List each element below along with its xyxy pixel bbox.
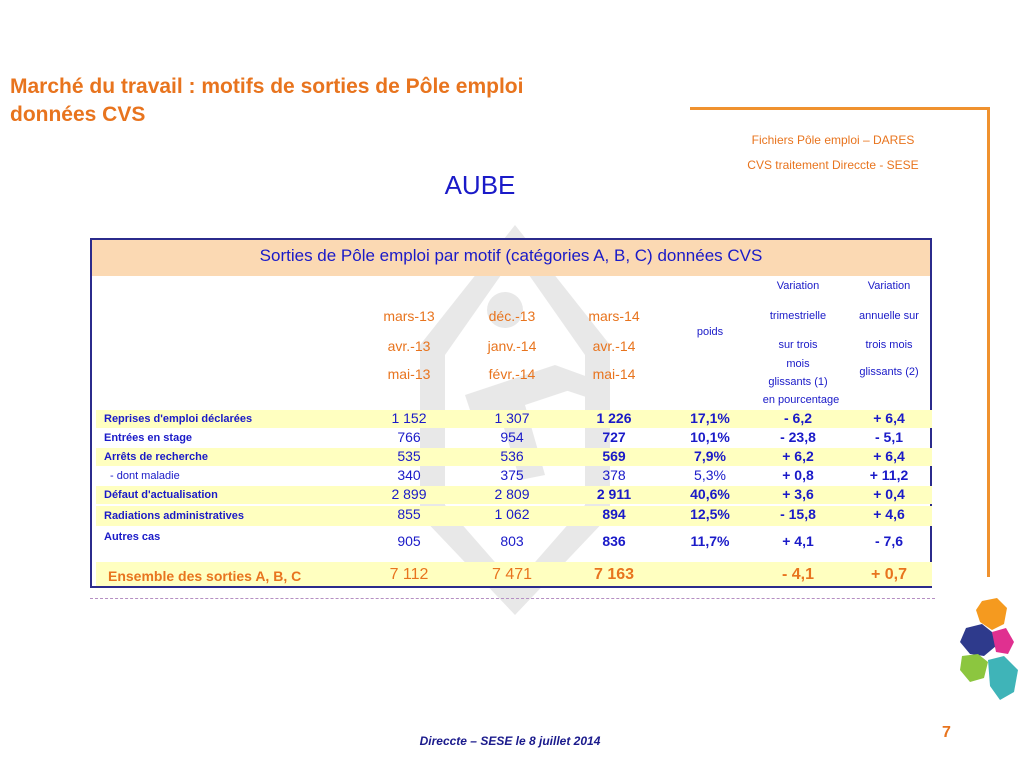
- cell-r3-va: + 11,2: [869, 467, 909, 483]
- orange-rule-horizontal: [690, 107, 990, 110]
- cell-r5-c1: 855: [397, 506, 421, 522]
- cell-r1-poids: 10,1%: [690, 429, 730, 445]
- col-dec13-l3: févr.-14: [488, 366, 536, 382]
- cell-r0-c1: 1 152: [391, 410, 427, 426]
- cell-r4-c1: 2 899: [391, 486, 427, 502]
- cell-r6-c1: 905: [397, 533, 421, 549]
- page-title: [10, 73, 523, 129]
- cell-r5-va: + 4,6: [873, 506, 905, 522]
- cell-r6-c3: 836: [602, 533, 626, 549]
- var-ann-l3: trois mois: [865, 339, 913, 351]
- cell-r6-c2: 803: [500, 533, 524, 549]
- col-mar14-l3: mai-14: [592, 366, 636, 382]
- col-mar13-l3: mai-13: [387, 366, 431, 382]
- var-tri-l3: sur trois: [778, 339, 818, 351]
- cell-r0-c2: 1 307: [494, 410, 530, 426]
- cell-r5-vt: - 15,8: [780, 506, 816, 522]
- cell-r4-poids: 40,6%: [690, 486, 730, 502]
- row-label-autres: Autres cas: [104, 531, 161, 543]
- total-c2: 7 471: [491, 566, 533, 583]
- cell-r4-vt: + 3,6: [782, 486, 814, 502]
- cell-r0-c3: 1 226: [596, 410, 632, 426]
- total-c3: 7 163: [593, 566, 635, 583]
- cell-r3-c1: 340: [397, 467, 421, 483]
- cell-r1-vt: - 23,8: [780, 429, 816, 445]
- col-poids: poids: [696, 326, 724, 338]
- cell-r3-vt: + 0,8: [782, 467, 814, 483]
- col-mar14-l2: avr.-14: [592, 338, 636, 354]
- cell-r5-c2: 1 062: [494, 506, 530, 522]
- var-tri-l2: trimestrielle: [769, 310, 827, 322]
- var-tri-l1: Variation: [776, 280, 820, 292]
- cell-r4-va: + 0,4: [873, 486, 905, 502]
- var-tri-l5: glissants (1): [768, 376, 828, 388]
- cell-r0-vt: - 6,2: [783, 410, 812, 426]
- col-mar13-l1: mars-13: [383, 308, 435, 324]
- source-line1: Fichiers Pôle emploi – DARES: [751, 133, 915, 147]
- row-label-maladie: - dont maladie: [110, 470, 180, 482]
- cell-r2-c2: 536: [500, 448, 524, 464]
- cell-r1-c3: 727: [602, 429, 626, 445]
- col-mar14-l1: mars-14: [588, 308, 640, 324]
- row-label-stage: Entrées en stage: [104, 432, 193, 444]
- col-mar13-l2: avr.-13: [387, 338, 431, 354]
- region-map-icon: [952, 596, 1022, 706]
- cell-r2-c3: 569: [602, 448, 626, 464]
- source-line2: CVS traitement Direccte - SESE: [747, 158, 919, 172]
- en-pourcentage: en pourcentage: [762, 394, 840, 406]
- cell-r2-va: + 6,4: [873, 448, 905, 464]
- cell-r6-va: - 7,6: [874, 533, 903, 549]
- row-label-arrets: Arrêts de recherche: [104, 451, 208, 463]
- cell-r5-poids: 12,5%: [690, 506, 730, 522]
- cell-r2-c1: 535: [397, 448, 421, 464]
- cell-r6-poids: 11,7%: [690, 533, 730, 549]
- cell-r1-c2: 954: [500, 429, 524, 445]
- cell-r4-c3: 2 911: [596, 486, 632, 502]
- cell-r1-va: - 5,1: [874, 429, 903, 445]
- cell-r2-poids: 7,9%: [694, 448, 726, 464]
- var-ann-l1: Variation: [867, 280, 911, 292]
- total-row-label: Ensemble des sorties A, B, C: [108, 568, 302, 584]
- total-c1: 7 112: [389, 566, 429, 583]
- cell-r0-poids: 17,1%: [690, 410, 730, 426]
- cell-r4-c2: 2 809: [494, 486, 530, 502]
- region-title: AUBE: [444, 170, 516, 200]
- col-dec13-l2: janv.-14: [487, 338, 537, 354]
- cell-r5-c3: 894: [602, 506, 626, 522]
- var-ann-l4: glissants (2): [859, 366, 919, 378]
- cell-r1-c1: 766: [397, 429, 421, 445]
- page-title-line2: données CVS: [10, 103, 146, 126]
- var-ann-l2: annuelle sur: [859, 310, 919, 322]
- cell-r2-vt: + 6,2: [782, 448, 814, 464]
- row-label-defaut: Défaut d'actualisation: [104, 489, 218, 501]
- cell-r3-c3: 378: [602, 467, 626, 483]
- page-title-line1: Marché du travail : motifs de sorties de Pôle emploi: [10, 75, 524, 98]
- cell-r6-vt: + 4,1: [782, 533, 814, 549]
- total-vt: - 4,1: [781, 566, 814, 583]
- var-tri-l4: mois: [786, 358, 810, 370]
- orange-rule-vertical: [987, 107, 990, 577]
- page-number: 7: [942, 724, 951, 741]
- cell-r0-va: + 6,4: [873, 410, 905, 426]
- dashed-divider: [90, 598, 935, 599]
- footer-text: Direccte – SESE le 8 juillet 2014: [419, 734, 601, 748]
- total-va: + 0,7: [870, 566, 908, 583]
- row-label-radiations: Radiations administratives: [104, 510, 244, 522]
- col-dec13-l1: déc.-13: [488, 308, 536, 324]
- row-label-reprises: Reprises d'emploi déclarées: [104, 413, 253, 425]
- cell-r3-poids: 5,3%: [694, 467, 726, 483]
- cell-r3-c2: 375: [500, 467, 524, 483]
- table-title: Sorties de Pôle emploi par motif (catégories A, B, C) données CVS: [259, 246, 763, 265]
